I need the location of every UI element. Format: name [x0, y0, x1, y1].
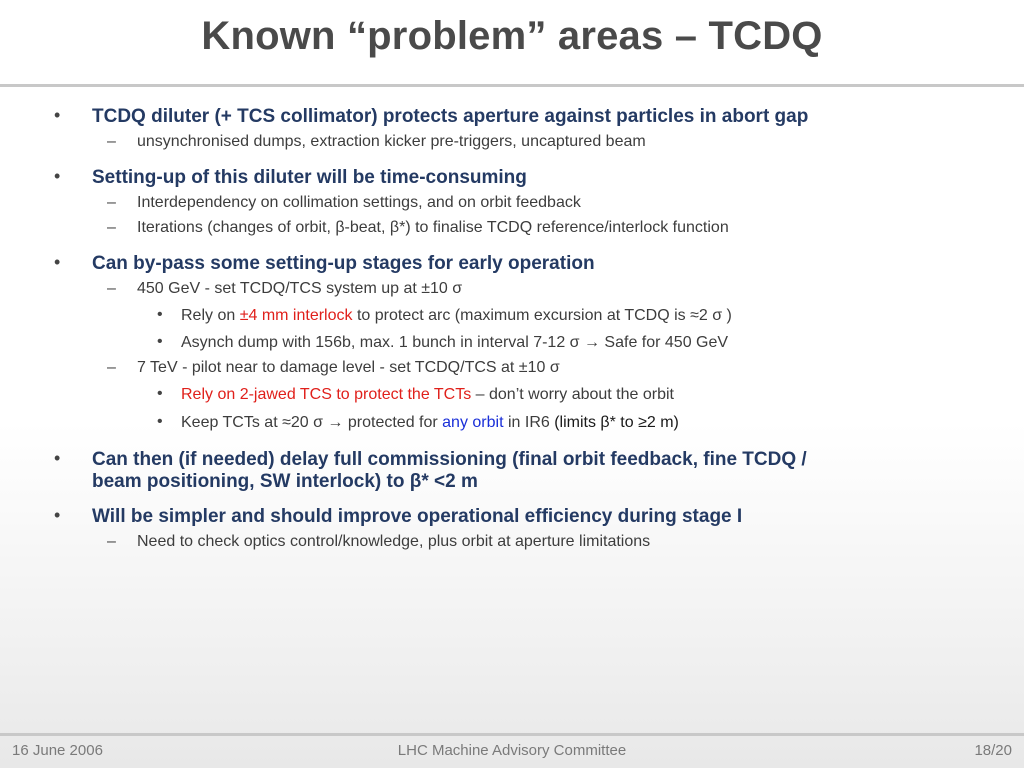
- bullet-marker: •: [54, 505, 61, 525]
- bullet-marker: •: [54, 448, 61, 468]
- bullet-marker: •: [54, 166, 61, 186]
- bullet-marker-small: •: [157, 333, 163, 350]
- bullet-5: Will be simpler and should improve operational efficiency during stage I: [92, 506, 743, 527]
- dash-marker: –: [107, 359, 116, 376]
- bullet-3-sub-2-item-2: [181, 414, 679, 432]
- dash-marker: –: [107, 133, 116, 150]
- slide-title: Known “problem” areas – TCDQ: [201, 14, 823, 58]
- bullet-2-sub-2: Iterations (changes of orbit, β-beat, β*) to finalise TCDQ reference/interlock function: [137, 219, 729, 236]
- interlock-highlight: ±4 mm interlock: [239, 307, 353, 324]
- bullet-3-sub-2-item-1: [181, 386, 674, 404]
- dash-marker: –: [107, 194, 116, 211]
- bullet-5-sub-1: Need to check optics control/knowledge, plus orbit at aperture limitations: [137, 533, 651, 550]
- item-text: to protect arc (maximum excursion at TCDQ is ≈2 σ ): [352, 307, 732, 324]
- bullet-3-sub-1-item-2: Asynch dump with 156b, max. 1 bunch in interval 7-12 σ → Safe for 450 GeV: [181, 334, 729, 351]
- dash-marker: –: [107, 280, 116, 297]
- dash-marker: –: [107, 533, 116, 550]
- bullet-marker: •: [54, 105, 61, 125]
- any-orbit-highlight: any orbit: [442, 414, 504, 431]
- item-text: Rely on: [181, 307, 240, 324]
- bullet-1-sub-1: unsynchronised dumps, extraction kicker pre-triggers, uncaptured beam: [137, 133, 646, 150]
- footer-divider: [0, 733, 1024, 736]
- bullet-4-line-2: beam positioning, SW interlock) to β* <2 m: [92, 471, 478, 492]
- bullet-marker: •: [54, 252, 61, 272]
- item-text: – don’t worry about the orbit: [471, 386, 674, 403]
- bullet-2: Setting-up of this diluter will be time-consuming: [92, 167, 527, 188]
- bullet-3-sub-2: 7 TeV - pilot near to damage level - set TCDQ/TCS at ±10 σ: [137, 359, 560, 376]
- tcs-highlight: Rely on 2-jawed TCS to protect the TCTs: [181, 386, 472, 403]
- bullet-1: TCDQ diluter (+ TCS collimator) protects aperture against particles in abort gap: [92, 106, 809, 127]
- bullet-3: Can by-pass some setting-up stages for early operation: [92, 253, 595, 274]
- bullet-2-sub-1: Interdependency on collimation settings, and on orbit feedback: [137, 194, 581, 211]
- bullet-marker-small: •: [157, 306, 163, 323]
- bullet-3-sub-1: 450 GeV - set TCDQ/TCS system up at ±10 σ: [137, 280, 463, 297]
- bullet-marker-small: •: [157, 413, 163, 430]
- bullet-marker-small: •: [157, 385, 163, 402]
- beta-limit-note: (limits β* to ≥2 m): [554, 414, 679, 431]
- footer-date: 16 June 2006: [12, 742, 103, 759]
- dash-marker: –: [107, 219, 116, 236]
- item-text: in IR6: [503, 414, 555, 431]
- footer-event: LHC Machine Advisory Committee: [397, 742, 627, 759]
- bullet-3-sub-1-item-1: [181, 307, 732, 325]
- bullet-4-line-1: Can then (if needed) delay full commissioning (final orbit feedback, fine TCDQ /: [92, 449, 807, 470]
- item-text: Keep TCTs at ≈20 σ → protected for: [181, 414, 443, 431]
- page-number: 18/20: [974, 742, 1012, 759]
